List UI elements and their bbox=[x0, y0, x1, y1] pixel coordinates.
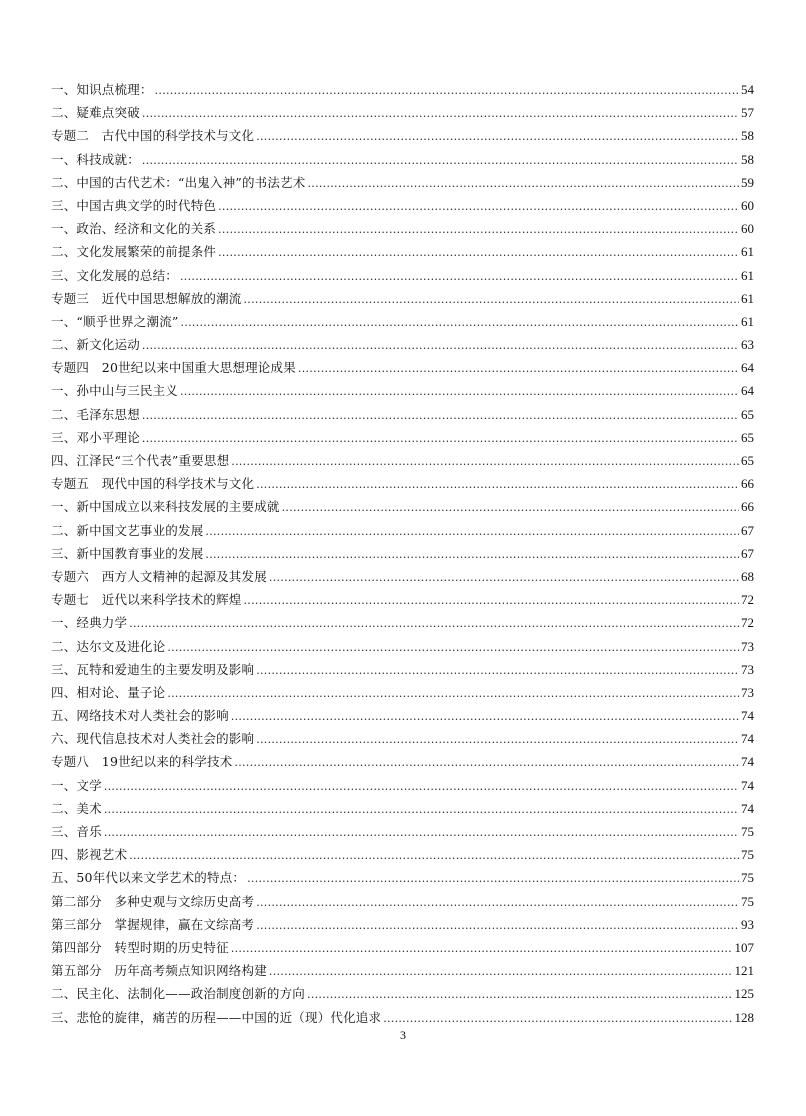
toc-entry[interactable] bbox=[51, 356, 754, 379]
toc-entry-page: 58 bbox=[741, 128, 754, 144]
toc-entry[interactable] bbox=[51, 287, 754, 310]
toc-entry-page: 58 bbox=[741, 151, 754, 167]
toc-entry-title: 三、中国古典文学的时代特色 bbox=[51, 197, 217, 213]
toc-entry-page: 74 bbox=[741, 777, 754, 793]
dot-leader bbox=[142, 427, 739, 450]
dot-leader bbox=[231, 705, 739, 728]
toc-entry[interactable] bbox=[51, 588, 754, 611]
dot-leader bbox=[180, 265, 739, 288]
toc-entry-title: 一、科技成就： bbox=[51, 151, 140, 167]
dot-leader bbox=[104, 798, 739, 821]
toc-entry-page: 75 bbox=[741, 893, 754, 909]
toc-entry-page: 61 bbox=[741, 290, 754, 306]
dot-leader bbox=[205, 520, 739, 543]
toc-entry[interactable] bbox=[51, 890, 754, 913]
dot-leader bbox=[282, 496, 739, 519]
dot-leader bbox=[142, 404, 739, 427]
toc-entry-page: 54 bbox=[741, 82, 754, 97]
toc-entry-title: 专题六 西方人文精神的起源及其发展 bbox=[51, 568, 267, 584]
dot-leader bbox=[307, 983, 732, 1006]
toc-entry-page: 73 bbox=[741, 661, 754, 677]
dot-leader bbox=[307, 172, 739, 195]
dot-leader bbox=[244, 288, 739, 311]
toc-entry[interactable] bbox=[51, 495, 754, 518]
toc-entry-page: 60 bbox=[741, 197, 754, 213]
toc-entry-page: 63 bbox=[741, 337, 754, 353]
toc-entry-page: 73 bbox=[741, 638, 754, 654]
toc-entry-page: 72 bbox=[741, 615, 754, 631]
dot-leader bbox=[104, 775, 739, 798]
toc-entry[interactable] bbox=[51, 658, 754, 681]
toc-entry-title: 二、达尔文及进化论 bbox=[51, 638, 166, 654]
toc-entry[interactable] bbox=[51, 611, 754, 634]
toc-entry-title: 二、民主化、法制化——政治制度创新的方向 bbox=[51, 986, 306, 1002]
toc-entry-title: 专题三 近代中国思想解放的潮流 bbox=[51, 290, 242, 306]
dot-leader bbox=[104, 821, 739, 844]
toc-entry-page: 60 bbox=[741, 221, 754, 237]
dot-leader bbox=[180, 311, 739, 334]
toc-entry[interactable] bbox=[51, 379, 754, 402]
dot-leader bbox=[298, 357, 739, 380]
toc-entry-page: 75 bbox=[741, 870, 754, 886]
toc-entry-page: 66 bbox=[741, 499, 754, 515]
toc-entry-title: 二、文化发展繁荣的前提条件 bbox=[51, 244, 217, 260]
toc-entry-title: 三、悲怆的旋律，痛苦的历程——中国的近（现）代化追求 bbox=[51, 1009, 382, 1025]
toc-entry[interactable] bbox=[51, 704, 754, 727]
dot-leader bbox=[256, 659, 739, 682]
dot-leader bbox=[167, 636, 739, 659]
toc-entry[interactable] bbox=[51, 843, 754, 866]
toc-entry-title: 二、疑难点突破 bbox=[51, 105, 140, 121]
toc-entry-title: 一、文学 bbox=[51, 777, 102, 793]
toc-entry[interactable] bbox=[51, 449, 754, 472]
dot-leader bbox=[256, 125, 739, 148]
toc-entry[interactable] bbox=[51, 101, 754, 124]
toc-entry-page: 67 bbox=[741, 522, 754, 538]
toc-entry-page: 72 bbox=[741, 592, 754, 608]
toc-entry-page: 57 bbox=[741, 105, 754, 121]
toc-entry-title: 二、毛泽东思想 bbox=[51, 406, 140, 422]
dot-leader bbox=[218, 195, 739, 218]
toc-entry-title: 三、新中国教育事业的发展 bbox=[51, 545, 204, 561]
toc-entry[interactable] bbox=[51, 565, 754, 588]
toc-entry[interactable] bbox=[51, 403, 754, 426]
dot-leader bbox=[142, 149, 739, 172]
toc-entry-title: 六、现代信息技术对人类社会的影响 bbox=[51, 731, 255, 747]
toc-entry-title: 四、江泽民“三个代表”重要思想 bbox=[51, 453, 230, 468]
dot-leader bbox=[256, 914, 739, 937]
toc-entry-page: 67 bbox=[741, 545, 754, 561]
toc-entry-page: 74 bbox=[741, 754, 754, 770]
toc-entry-page: 66 bbox=[741, 476, 754, 492]
toc-entry-title: 一、新中国成立以来科技发展的主要成就 bbox=[51, 499, 280, 515]
toc-entry-title: 一、知识点梳理： bbox=[51, 82, 153, 97]
toc-entry-page: 61 bbox=[741, 267, 754, 283]
toc-entry[interactable] bbox=[51, 194, 754, 217]
toc-entry-page: 74 bbox=[741, 708, 754, 724]
toc-entry-title: 第二部分 多种史观与文综历史高考 bbox=[51, 893, 255, 909]
toc-entry-title: 五、50年代以来文学艺术的特点： bbox=[51, 870, 246, 886]
toc-entry-page: 125 bbox=[734, 986, 754, 1002]
dot-leader bbox=[256, 728, 739, 751]
toc-entry[interactable] bbox=[51, 982, 754, 1005]
toc-entry[interactable] bbox=[51, 148, 754, 171]
toc-entry-title: 四、影视艺术 bbox=[51, 847, 128, 863]
dot-leader bbox=[383, 1007, 732, 1030]
toc-entry-title: 四、相对论、量子论 bbox=[51, 684, 166, 700]
toc-entry[interactable] bbox=[51, 171, 754, 194]
dot-leader bbox=[129, 612, 739, 635]
toc-entry-title: 专题七 近代以来科学技术的辉煌 bbox=[51, 592, 242, 608]
toc-entry-title: 三、音乐 bbox=[51, 824, 102, 839]
toc-entry[interactable] bbox=[51, 820, 754, 843]
toc-entry[interactable] bbox=[51, 635, 754, 658]
toc-entry[interactable] bbox=[51, 426, 754, 449]
toc-entry[interactable] bbox=[51, 472, 754, 495]
toc-entry-title: 一、孙中山与三民主义 bbox=[51, 383, 179, 399]
dot-leader bbox=[218, 218, 739, 241]
toc-entry-title: 二、美术 bbox=[51, 800, 102, 816]
toc-entry-page: 68 bbox=[741, 568, 754, 584]
toc-entry-title: 第三部分 掌握规律，赢在文综高考 bbox=[51, 916, 255, 932]
toc-entry-page: 73 bbox=[741, 684, 754, 700]
dot-leader bbox=[167, 682, 739, 705]
toc-entry[interactable] bbox=[51, 913, 754, 936]
toc-entry[interactable] bbox=[51, 936, 754, 959]
toc-entry[interactable] bbox=[51, 750, 754, 773]
toc-entry-page: 75 bbox=[741, 824, 754, 839]
toc-entry[interactable] bbox=[51, 866, 754, 889]
table-of-contents bbox=[51, 78, 754, 1029]
toc-entry[interactable] bbox=[51, 333, 754, 356]
toc-entry-page: 121 bbox=[734, 963, 754, 979]
toc-entry[interactable] bbox=[51, 542, 754, 565]
toc-entry-title: 一、“顺乎世界之潮流” bbox=[51, 313, 179, 329]
toc-entry-page: 75 bbox=[741, 847, 754, 863]
dot-leader bbox=[269, 960, 733, 983]
dot-leader bbox=[180, 380, 739, 403]
toc-entry-page: 64 bbox=[741, 360, 754, 376]
toc-entry-page: 65 bbox=[741, 406, 754, 422]
toc-entry-title: 二、中国的古代艺术：“出鬼入神”的书法艺术 bbox=[51, 174, 306, 190]
dot-leader bbox=[256, 473, 739, 496]
dot-leader bbox=[205, 543, 739, 566]
toc-entry-page: 61 bbox=[741, 244, 754, 260]
toc-entry-page: 65 bbox=[741, 429, 754, 445]
toc-entry-page: 59 bbox=[741, 174, 754, 190]
dot-leader bbox=[247, 867, 739, 890]
toc-entry-page: 64 bbox=[741, 383, 754, 399]
toc-entry[interactable] bbox=[51, 217, 754, 240]
toc-entry[interactable] bbox=[51, 124, 754, 147]
toc-entry-page: 107 bbox=[734, 939, 754, 955]
dot-leader bbox=[231, 937, 733, 960]
dot-leader bbox=[256, 891, 739, 914]
dot-leader bbox=[234, 751, 739, 774]
toc-entry-title: 三、文化发展的总结： bbox=[51, 267, 179, 283]
toc-entry-title: 二、新中国文艺事业的发展 bbox=[51, 522, 204, 538]
toc-entry-page: 61 bbox=[741, 313, 754, 329]
toc-entry-page: 128 bbox=[734, 1009, 754, 1025]
toc-entry-title: 专题五 现代中国的科学技术与文化 bbox=[51, 476, 255, 492]
toc-entry[interactable] bbox=[51, 78, 754, 101]
toc-entry-title: 三、瓦特和爱迪生的主要发明及影响 bbox=[51, 661, 255, 677]
toc-entry-title: 专题八 19世纪以来的科学技术 bbox=[51, 754, 233, 770]
toc-entry-title: 一、经典力学 bbox=[51, 615, 128, 631]
toc-entry-page: 93 bbox=[741, 916, 754, 932]
toc-entry[interactable] bbox=[51, 310, 754, 333]
toc-entry[interactable] bbox=[51, 519, 754, 542]
dot-leader bbox=[142, 102, 739, 125]
toc-entry[interactable] bbox=[51, 264, 754, 287]
toc-entry[interactable] bbox=[51, 727, 754, 750]
toc-entry-page: 74 bbox=[741, 731, 754, 747]
toc-entry[interactable] bbox=[51, 774, 754, 797]
page-number: 3 bbox=[400, 1028, 406, 1042]
toc-entry-title: 五、网络技术对人类社会的影响 bbox=[51, 708, 229, 724]
dot-leader bbox=[142, 334, 739, 357]
toc-entry[interactable] bbox=[51, 681, 754, 704]
toc-entry[interactable] bbox=[51, 959, 754, 982]
toc-entry-page: 74 bbox=[741, 800, 754, 816]
toc-entry[interactable] bbox=[51, 797, 754, 820]
toc-entry[interactable] bbox=[51, 1006, 754, 1029]
toc-entry[interactable] bbox=[51, 240, 754, 263]
dot-leader bbox=[244, 589, 739, 612]
toc-entry-title: 第四部分 转型时期的历史特征 bbox=[51, 939, 229, 955]
dot-leader bbox=[218, 241, 739, 264]
toc-entry-title: 一、政治、经济和文化的关系 bbox=[51, 221, 217, 237]
toc-entry-title: 专题二 古代中国的科学技术与文化 bbox=[51, 128, 255, 144]
dot-leader bbox=[269, 566, 739, 589]
toc-entry-title: 第五部分 历年高考频点知识网络构建 bbox=[51, 963, 267, 979]
toc-entry-page: 65 bbox=[741, 453, 754, 468]
dot-leader bbox=[231, 450, 739, 473]
dot-leader bbox=[155, 79, 739, 102]
toc-entry-title: 二、新文化运动 bbox=[51, 337, 140, 353]
toc-entry-title: 三、邓小平理论 bbox=[51, 429, 140, 445]
dot-leader bbox=[129, 844, 739, 867]
toc-entry-title: 专题四 20世纪以来中国重大思想理论成果 bbox=[51, 360, 296, 376]
